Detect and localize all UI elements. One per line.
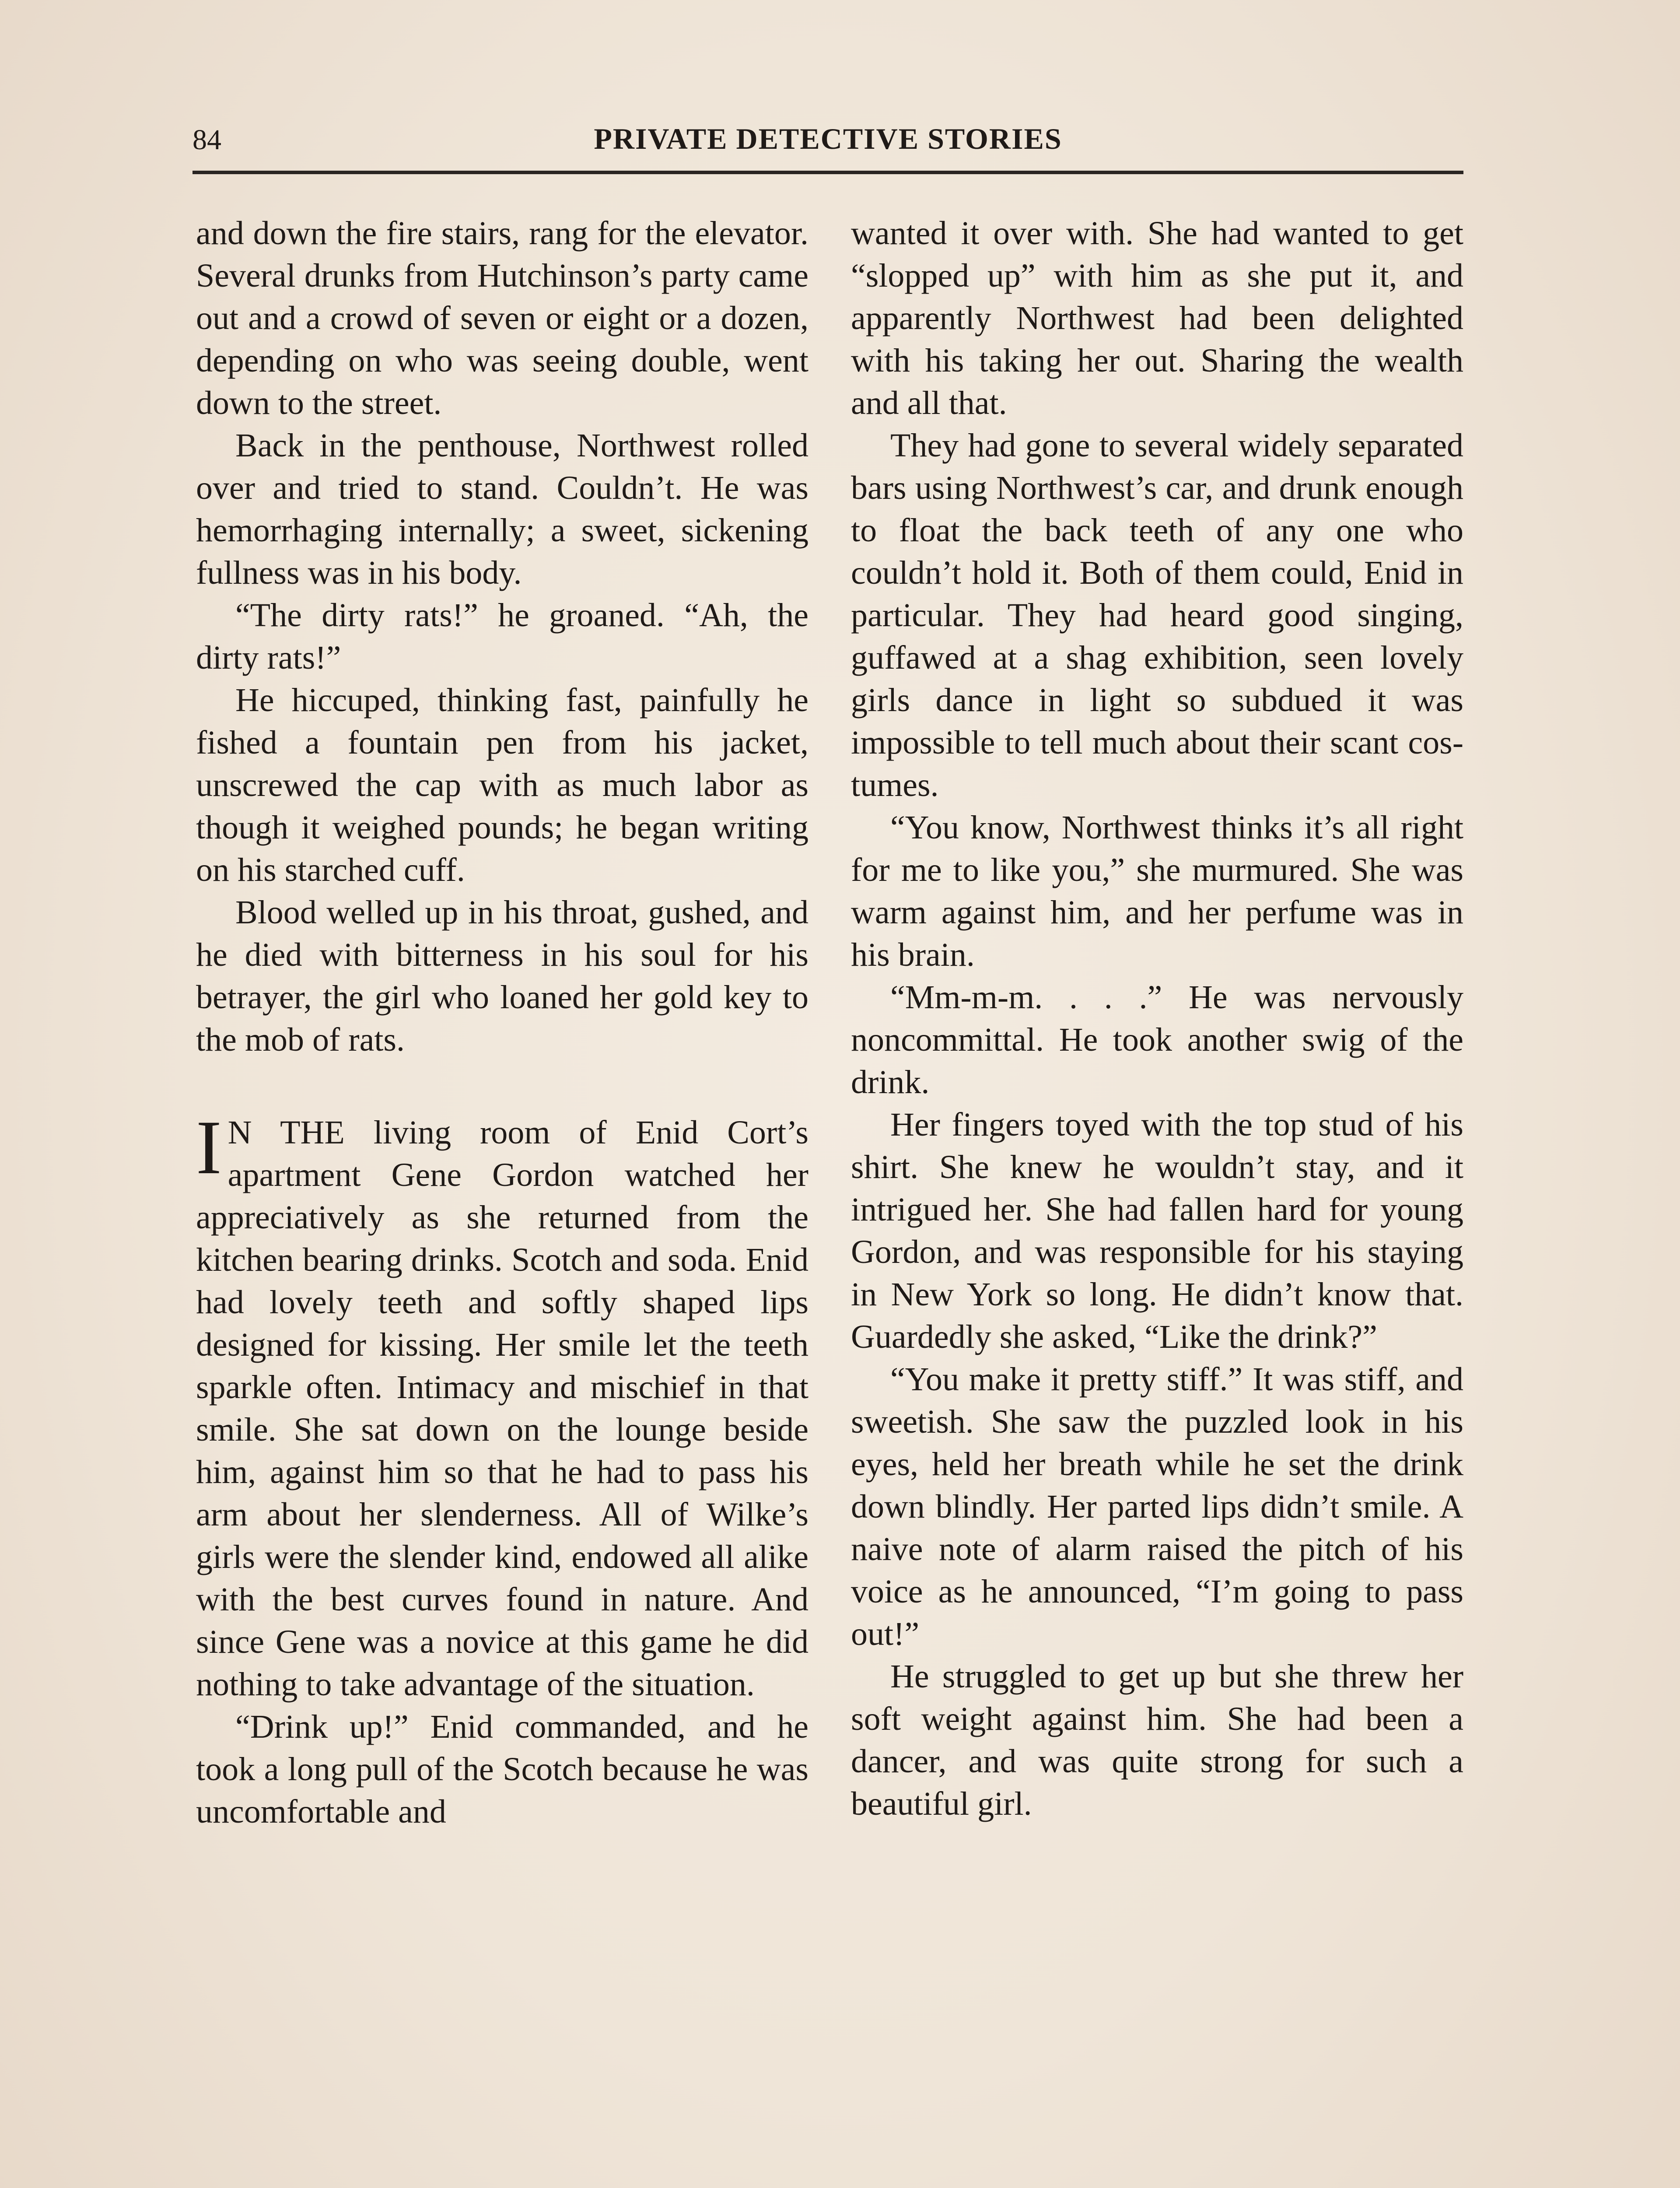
paragraph: and down the fire stairs, rang for the elevator. Several drunks from Hutchinson’s party came out and a crowd of seven or eight or a dozen, depending on who was seeing double, went down to the street.: [196, 215, 808, 421]
paragraph: Back in the penthouse, Northwest rolled over and tried to stand. Couldn’t. He was hemorrhaging internally; a sweet, sickening fullness was in his body.: [196, 427, 808, 591]
left-column: [196, 212, 808, 1833]
running-title: PRIVATE DETECTIVE STORIES: [594, 122, 1062, 155]
paragraph: “You make it pretty stiff.” It was stiff, and sweetish. She saw the puzzled look in his eyes, held her breath while he set the drink down blindly. Her parted lips didn’t smile. A naive note of alarm raised the pitch of his voice as he announced, “I’m going to pass out!”: [851, 1361, 1463, 1652]
paragraph: “The dirty rats!” he groaned. “Ah, the dirty rats!”: [196, 597, 808, 676]
header-rule: [192, 171, 1463, 174]
right-column: [851, 212, 1463, 1825]
paragraph: wanted it over with. She had wanted to get “slopped up” with him as she put it, and apparently Northwest had been delighted with his taking her out. Sharing the wealth and all that.: [851, 215, 1463, 421]
paragraph: Her fingers toyed with the top stud of his shirt. She knew he wouldn’t stay, and it intrigued her. She had fallen hard for young Gordon, and was responsible for his staying in New York so long. He didn’t know that. Guardedly she asked, “Like the drink?”: [851, 1106, 1463, 1355]
paragraph: “You know, Northwest thinks it’s all right for me to like you,” she murmured. She was warm against him, and her perfume was in his brain.: [851, 809, 1463, 973]
section-opening-paragraph: [196, 1105, 808, 1706]
section-break: [196, 1061, 808, 1112]
paragraph: “Mm-m-m. . . .” He was nervously noncommittal. He took another swig of the drink.: [851, 979, 1463, 1101]
page-number: 84: [192, 124, 221, 156]
paragraph: Blood welled up in his throat, gushed, and he died with bitterness in his soul for his betrayer, the girl who loaned her gold key to the mob of rats.: [196, 894, 808, 1058]
paragraph: “Drink up!” Enid commanded, and he took a long pull of the Scotch because he was uncomfortable and: [196, 1708, 808, 1830]
paragraph-text: N THE living room of Enid Cort’s apartment Gene Gordon watched her appreciatively as she returned from the kitchen bearing drinks. Scotch and soda. Enid had lovely teeth and softly shaped lips designed for kissing. Her smile let the teeth sparkle often. Intimacy and mischief in that smile. She sat down on the lounge beside him, against him so that he had to pass his arm about her slenderness. All of Wilke’s girls were the slender kind, endowed all alike with the best curves found in nature. And since Gene was a novice at this game he did nothing to take advantage of the situation.: [196, 1114, 808, 1703]
paragraph: He struggled to get up but she threw her soft weight against him. She had been a dancer, and was quite strong for such a beautiful girl.: [851, 1658, 1463, 1822]
paragraph: They had gone to several widely separated bars using Northwest’s car, and drunk enough to float the back teeth of any one who couldn’t hold it. Both of them could, Enid in particular. They had heard good singing, guffawed at a shag exhibition, seen lovely girls dance in light so subdued it was impossible to tell much about their scant costumes.: [851, 427, 1463, 803]
drop-cap: I: [196, 1105, 222, 1190]
paragraph: He hiccuped, thinking fast, painfully he fished a fountain pen from his jacket, unscrewed the cap with as much labor as though it weighed pounds; he began writing on his starched cuff.: [196, 682, 808, 888]
page-header: [192, 118, 1463, 166]
